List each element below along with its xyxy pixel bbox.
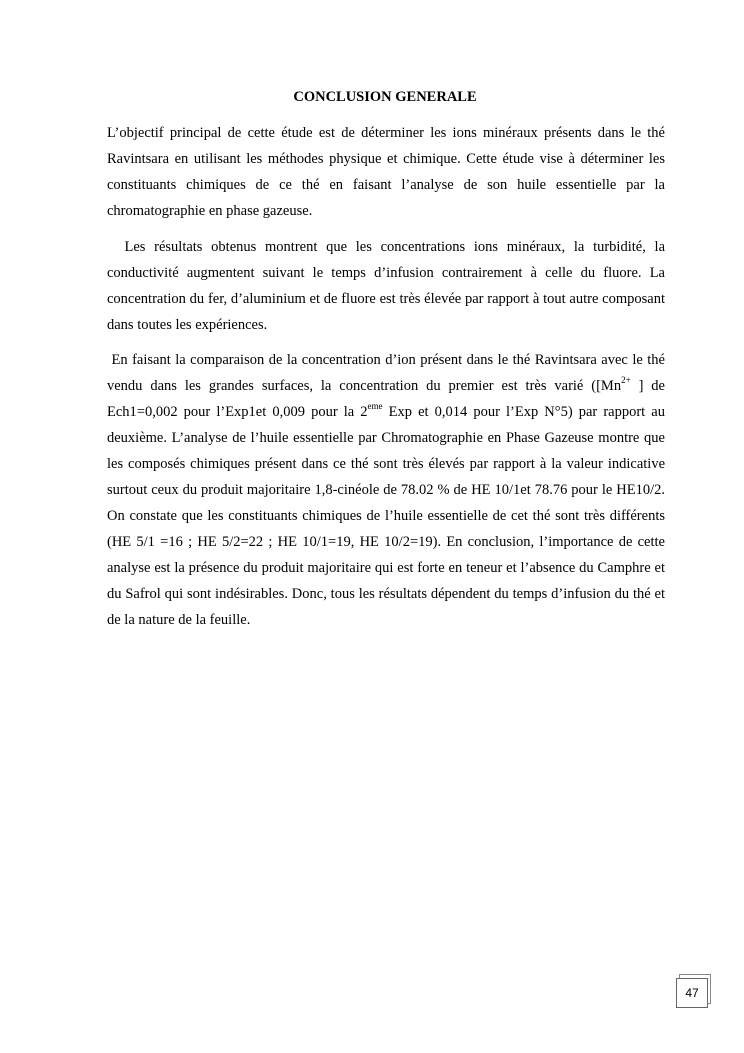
paragraph-objective [107, 120, 665, 224]
paragraph-comparison-part3: Exp et 0,014 pour l’Exp N°5) par rapport au deuxième. L’analyse de l’huile essentielle par Chromatographie en Phase Gazeuse montre que les composés chimiques présent dans ce thé sont très élevés par rapport à la valeur indicative surtout ceux du produit majoritaire 1,8-cinéole de 78.02 % de HE 10/1et 78.76 pour le HE10/2. On constate que les constituants chimiques de l’huile essentielle de cet thé sont très différents (HE 5/1 =16 ; HE 5/2=22 ; HE 10/1=19, HE 10/2=19). En conclusion, l’importance de cette analyse est la présence du produit majoritaire qui est forte en teneur et l’absence du Camphre et du Safrol qui sont indésirables. Donc, tous les résultats dépendent du temps d’infusion du thé et de la nature de la feuille. [107, 404, 665, 628]
paragraph-results-content: Les résultats obtenus montrent que les concentrations ions minéraux, la turbidité, la conductivité augmentent suivant le temps d’infusion contrairement à celle du fluore. La concentration du fer, d’aluminium et de fluore est très élevée par rapport à tout autre composant dans toutes les expériences. [107, 239, 666, 333]
paragraph-comparison-part2: ] de Ech1=0,002 pour l’Exp1et 0,009 pour la 2 [107, 378, 665, 420]
paragraph-objective-text: L’objectif principal de cette étude est de déterminer les ions minéraux présents dans le thé Ravintsara en utilisant les méthodes physique et chimique. Cette étude vise à déterminer les constituants chimiques de ce thé en faisant l’analyse de son huile essentielle par la chromatographie en phase gazeuse. [107, 125, 665, 219]
superscript-ordinal: eme [367, 401, 383, 411]
paragraph-comparison [107, 347, 665, 633]
page-title: CONCLUSION GENERALE [293, 89, 477, 105]
superscript-charge: 2+ [621, 375, 631, 385]
paragraph-comparison-part1: En faisant la comparaison de la concentration d’ion présent dans le thé Ravintsara avec le thé vendu dans les grandes surfaces, la concentration du premier est très varié ([Mn [107, 352, 665, 394]
paragraph-results-text [107, 234, 665, 338]
paragraph-results [107, 234, 665, 338]
paragraph-comparison-text [107, 347, 665, 633]
page-number-box [676, 974, 712, 1008]
page-number: 47 [685, 986, 699, 1000]
